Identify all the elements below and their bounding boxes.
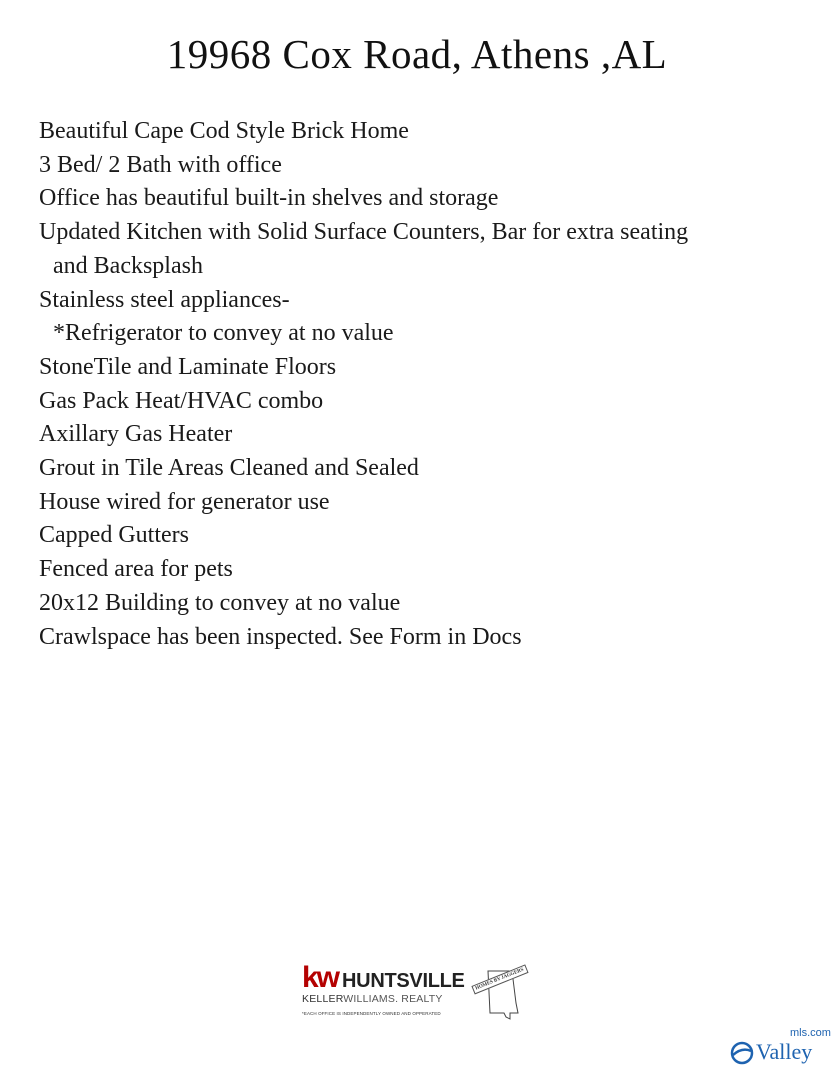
kw-brand-keller: KELLER (302, 993, 344, 1005)
feature-item: Grout in Tile Areas Cleaned and Sealed (39, 455, 419, 482)
valley-mls-circle-icon (730, 1041, 754, 1065)
feature-item: Crawlspace has been inspected. See Form in Docs (39, 623, 522, 650)
kw-office-name: HUNTSVILLE (342, 970, 465, 992)
feature-item: Beautiful Cape Cod Style Brick Home (39, 118, 409, 144)
feature-item: Office has beautiful built-in shelves and storage (39, 185, 499, 212)
homes-by-jaggers-stamp: HOMES BY JAGGERS (471, 965, 528, 995)
feature-item: Axillary Gas Heater (39, 421, 233, 448)
feature-list (39, 115, 819, 654)
kw-brand-williams: WILLIAMS. REALTY (343, 993, 443, 1005)
valley-mls-suffix: mls.com (790, 1027, 831, 1039)
feature-item: Capped Gutters (39, 522, 189, 549)
feature-item: Updated Kitchen with Solid Surface Counters, Bar for extra seating (39, 219, 689, 246)
feature-item: *Refrigerator to convey at no value (53, 320, 394, 347)
keller-williams-logo (302, 963, 532, 1023)
feature-item: 3 Bed/ 2 Bath with office (39, 151, 282, 178)
kw-logo-line (302, 963, 465, 996)
feature-item: House wired for generator use (39, 488, 330, 515)
valley-mls-watermark (728, 1013, 834, 1063)
kw-brand-name (302, 993, 443, 1005)
valley-mls-word: Valley (756, 1039, 813, 1064)
kw-disclaimer: *EACH OFFICE IS INDEPENDENTLY OWNED AND OPPERATED (302, 1011, 441, 1016)
kw-mark: kw (302, 961, 339, 994)
feature-item: Fenced area for pets (39, 556, 233, 583)
feature-item: 20x12 Building to convey at no value (39, 589, 401, 616)
feature-item: Gas Pack Heat/HVAC combo (39, 387, 324, 414)
property-address-title: 19968 Cox Road, Athens ,AL (166, 31, 668, 77)
feature-item: Stainless steel appliances- (39, 286, 290, 313)
feature-item: StoneTile and Laminate Floors (39, 353, 337, 380)
feature-item: and Backsplash (53, 252, 203, 279)
